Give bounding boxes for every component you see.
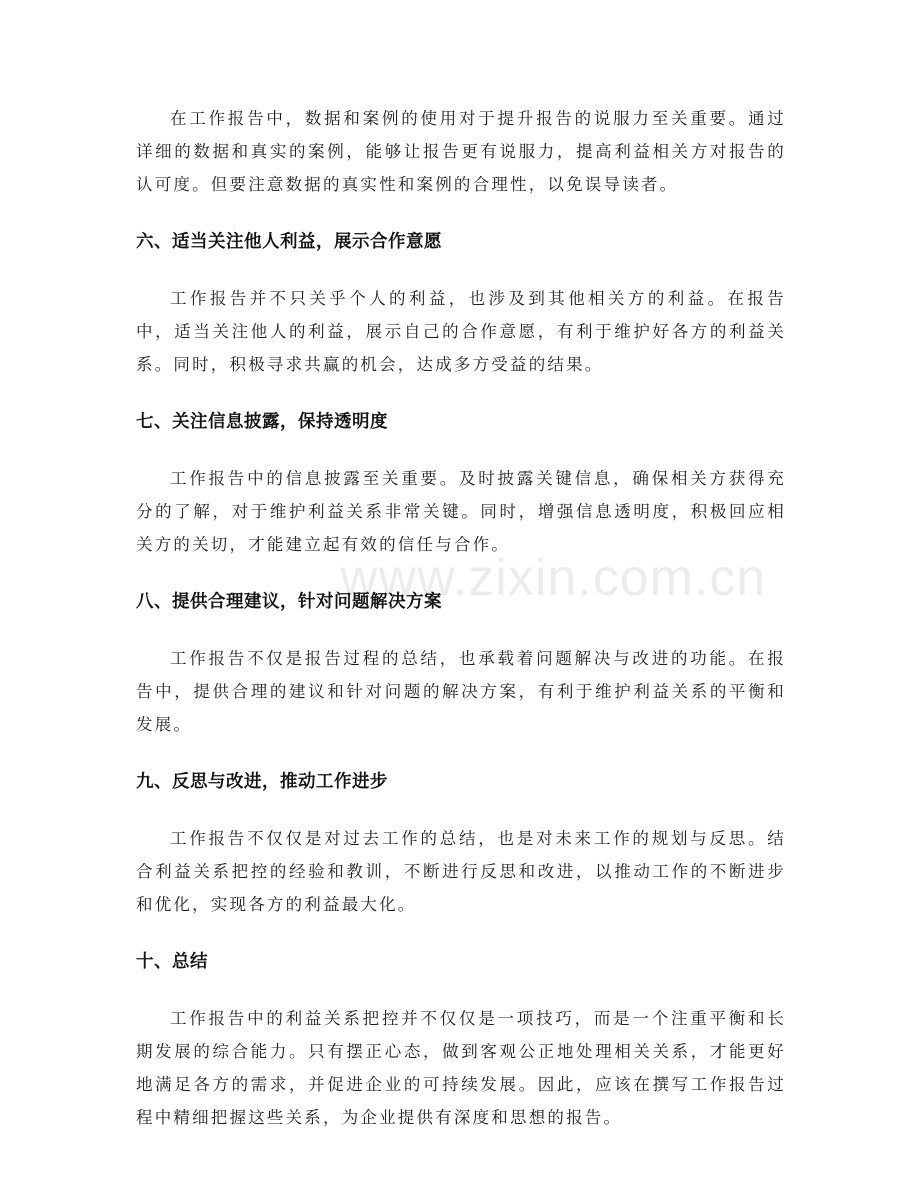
section-heading-6: 六、适当关注他人利益，展示合作意愿 (136, 232, 442, 252)
section-paragraph-7: 工作报告中的信息披露至关重要。及时披露关键信息，确保相关方获得充分的了解，对于维护利益关系非常关键。同时，增强信息透明度，积极回应相关方的关切，才能建立起有效的信任与合作。 (136, 469, 786, 554)
section-paragraph-9: 工作报告不仅仅是对过去工作的总结，也是对未来工作的规划与反思。结合利益关系把控的经验和教训，不断进行反思和改进，以推动工作的不断进步和优化，实现各方的利益最大化。 (136, 829, 786, 914)
intro-paragraph: 在工作报告中，数据和案例的使用对于提升报告的说服力至关重要。通过详细的数据和真实的案例，能够让报告更有说服力，提高利益相关方对报告的认可度。但要注意数据的真实性和案例的合理性，以免误导读者。 (136, 109, 786, 194)
section-heading-9: 九、反思与改进，推动工作进步 (136, 772, 388, 792)
section-heading-8: 八、提供合理建议，针对问题解决方案 (136, 592, 442, 612)
section-paragraph-8: 工作报告不仅是报告过程的总结，也承载着问题解决与改进的功能。在报告中，提供合理的建议和针对问题的解决方案，有利于维护利益关系的平衡和发展。 (136, 649, 786, 734)
section-heading-10: 十、总结 (136, 952, 208, 972)
document-body (136, 102, 786, 1134)
section-heading-7: 七、关注信息披露，保持透明度 (136, 412, 388, 432)
watermark: www.zixin.com.cn (340, 549, 767, 607)
section-paragraph-10: 工作报告中的利益关系把控并不仅仅是一项技巧，而是一个注重平衡和长期发展的综合能力。只有摆正心态，做到客观公正地处理相关关系，才能更好地满足各方的需求，并促进企业的可持续发展。因此，应该在撰写工作报告过程中精细把握这些关系，为企业提供有深度和思想的报告。 (136, 1009, 786, 1127)
section-paragraph-6: 工作报告并不只关乎个人的利益，也涉及到其他相关方的利益。在报告中，适当关注他人的利益，展示自己的合作意愿，有利于维护好各方的利益关系。同时，积极寻求共赢的机会，达成多方受益的结果。 (136, 289, 786, 374)
